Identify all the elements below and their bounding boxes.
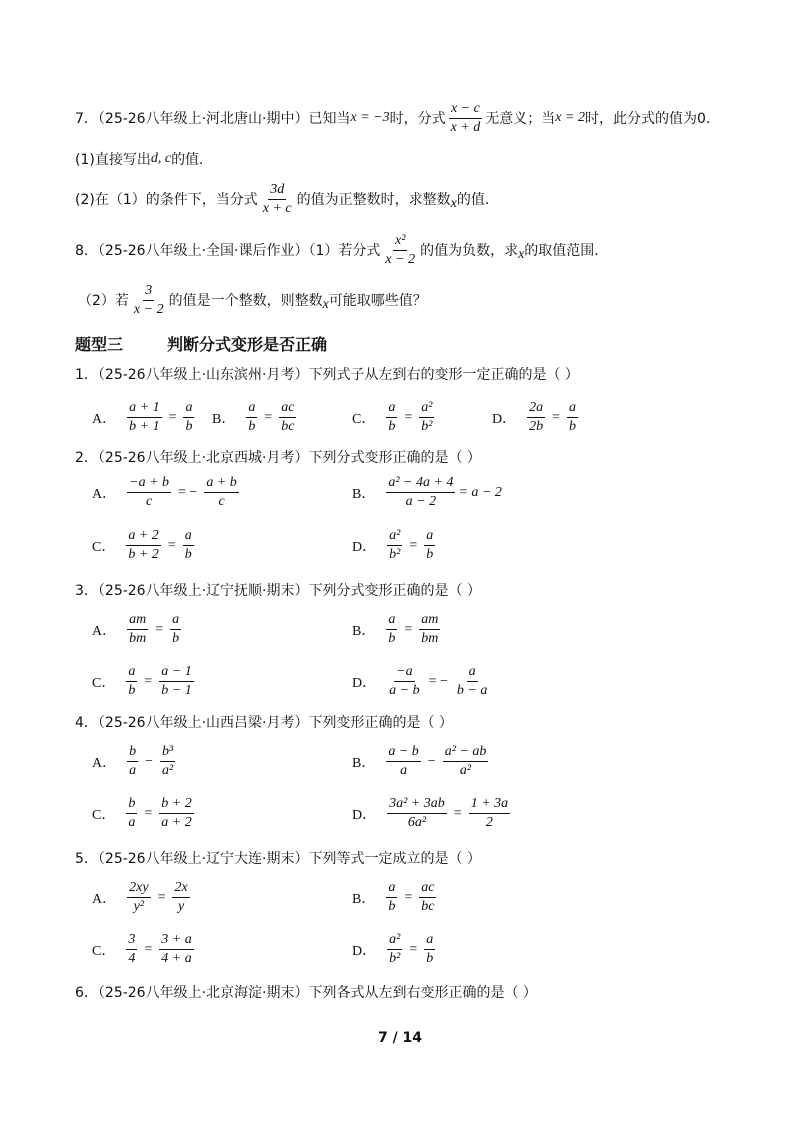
option-right-fraction-numerator: a² <box>419 400 434 418</box>
q8-frac-den: x − 2 <box>385 251 416 267</box>
option-right-fraction-denominator: bc <box>281 419 295 434</box>
option-right-fraction-numerator: am <box>419 612 440 630</box>
mc-question-stem: 1．（25-26八年级上·山东滨州·月考）下列式子从左到右的变形一定正确的是（ ） <box>75 367 579 383</box>
option-right-fraction-numerator: a + b <box>204 475 238 493</box>
q8-x: x <box>518 247 525 262</box>
option-left-fraction <box>387 796 447 831</box>
option-left-fraction-denominator: a <box>400 763 408 778</box>
mc-option[interactable] <box>92 664 197 699</box>
option-right-fraction <box>424 528 435 563</box>
option-right-fraction-denominator: c <box>218 494 225 509</box>
option-left-fraction-denominator: b <box>248 419 256 434</box>
option-left-fraction-numerator: b <box>127 744 138 762</box>
option-left-fraction-numerator: a + 2 <box>126 528 160 546</box>
option-left-fraction-denominator: c <box>145 494 153 509</box>
option-left-fraction-numerator: 2xy <box>127 880 150 898</box>
option-right-fraction <box>469 796 510 831</box>
mc-question-stem: 2．（25-26八年级上·北京西城·月考）下列分式变形正确的是（ ） <box>75 450 481 466</box>
option-label: D． <box>352 539 377 555</box>
option-label: B． <box>352 623 376 639</box>
option-left-fraction-denominator: y² <box>133 899 145 914</box>
q7-condition-2: x = 2 <box>555 110 585 125</box>
q7-part2-x: x <box>450 196 457 211</box>
option-left-fraction-numerator: 3 <box>126 932 137 950</box>
option-label: A． <box>92 486 117 502</box>
q7-condition-1: x = −3 <box>350 110 390 125</box>
mc-option[interactable] <box>92 744 178 779</box>
option-left-fraction-numerator: 3a² + 3ab <box>387 796 447 814</box>
q8-part2-text-c: 可能取哪些值？ <box>328 293 427 309</box>
option-right-fraction <box>443 744 489 779</box>
q8-line <box>75 230 730 270</box>
option-right-fraction-numerator: a² − ab <box>443 744 489 762</box>
option-left-fraction-denominator: b <box>128 683 136 698</box>
option-operator: = <box>168 409 177 425</box>
mc-question-stem: 5．（25-26八年级上·辽宁大连·期末）下列等式一定成立的是（ ） <box>75 851 481 867</box>
option-label: D． <box>492 411 517 427</box>
option-left-fraction-numerator: 2a <box>527 400 545 418</box>
option-right-fraction-numerator: a <box>170 612 181 630</box>
option-left-fraction-denominator: b <box>388 899 396 914</box>
option-right-fraction-denominator: a + 2 <box>161 815 192 830</box>
q7-part2-text: (2)在（1）的条件下，当分式 <box>75 192 258 208</box>
q7-text-d: 时，此分式的值为0. <box>584 111 711 127</box>
option-left-fraction <box>127 612 148 647</box>
option-right-fraction-numerator: 2x <box>172 880 189 898</box>
q7-fraction <box>449 101 483 136</box>
option-right-fraction-denominator: 4 + a <box>161 951 192 966</box>
mc-option[interactable] <box>352 744 491 779</box>
q7-part1-vars: d, c <box>150 151 172 166</box>
option-left-fraction <box>386 880 397 915</box>
option-left-fraction-numerator: a <box>386 400 397 418</box>
option-operator: − <box>145 753 154 769</box>
option-operator: = <box>404 621 413 637</box>
option-label: A． <box>92 623 117 639</box>
option-left-fraction <box>386 612 397 647</box>
mc-question-stem: 6．（25-26八年级上·北京海淀·期末）下列各式从左到右变形正确的是（ ） <box>75 985 537 1001</box>
mc-option[interactable] <box>92 475 242 510</box>
option-left-fraction-numerator: b <box>126 796 137 814</box>
option-operator: = <box>144 805 153 821</box>
option-left-fraction <box>126 796 137 831</box>
option-right-fraction-numerator: a <box>424 932 435 950</box>
option-right-fraction-numerator: a <box>183 528 194 546</box>
option-label: A． <box>92 755 117 771</box>
option-label: A． <box>92 891 117 907</box>
q8-frac-num: x² <box>393 233 407 251</box>
q7-frac-den: x + d <box>450 119 481 135</box>
option-label: C． <box>92 539 116 555</box>
mc-option[interactable] <box>92 612 184 647</box>
option-left-fraction-denominator: b² <box>389 951 401 966</box>
mc-option[interactable] <box>492 400 581 435</box>
option-operator: = <box>144 673 153 689</box>
option-left-fraction <box>127 744 138 779</box>
option-label: C． <box>92 943 116 959</box>
option-operator: − <box>427 753 436 769</box>
q7-part2-text-b: 的值为正整数时，求整数 <box>296 192 451 208</box>
option-left-fraction-denominator: 6a² <box>407 815 427 830</box>
mc-question-stem: 4．（25-26八年级上·山西吕梁·月考）下列变形正确的是（ ） <box>75 715 453 731</box>
option-right-fraction <box>279 400 296 435</box>
option-right-fraction-numerator: a − 1 <box>159 664 193 682</box>
q8-part2 <box>78 280 730 320</box>
option-right-fraction-numerator: a <box>567 400 578 418</box>
option-label: B． <box>212 411 236 427</box>
option-right-fraction <box>160 744 175 779</box>
option-right-fraction-numerator: b + 2 <box>159 796 193 814</box>
option-left-fraction-denominator: a <box>128 815 136 830</box>
option-right-fraction-denominator: a² <box>162 763 174 778</box>
option-right-fraction <box>567 400 578 435</box>
option-left-fraction-denominator: 2b <box>529 419 544 434</box>
option-right-fraction-denominator: b <box>426 547 434 562</box>
option-label: C． <box>92 807 116 823</box>
option-label: D． <box>352 943 377 959</box>
option-right-fraction-denominator: b <box>185 419 193 434</box>
q7-part1-text-b: 的值. <box>171 152 204 168</box>
option-right-fraction-denominator: b <box>569 419 577 434</box>
option-right-fraction-denominator: a² <box>459 763 472 778</box>
mc-question-stem: 3．（25-26八年级上·辽宁抚顺·期末）下列分式变形正确的是（ ） <box>75 583 481 599</box>
option-right-fraction <box>455 664 489 699</box>
q8-fraction <box>383 233 417 268</box>
mc-option[interactable] <box>352 400 437 435</box>
option-right-fraction <box>419 400 434 435</box>
q7-part1 <box>75 148 730 170</box>
q8-text-c: 的取值范围. <box>524 243 599 259</box>
option-left-fraction-numerator: a <box>246 400 257 418</box>
option-operator: = <box>404 889 413 905</box>
option-left-fraction <box>126 932 137 967</box>
option-right-fraction <box>204 475 238 510</box>
option-right-fraction-numerator: a <box>467 664 478 682</box>
option-left-fraction <box>127 880 150 915</box>
page-number: 7 / 14 <box>377 1030 423 1046</box>
q8-part2-text: （2）若 <box>78 293 129 309</box>
mc-option[interactable] <box>352 612 443 647</box>
q8-part2-num: 3 <box>143 283 154 301</box>
option-operator: = <box>167 537 176 553</box>
mc-option[interactable] <box>92 932 197 967</box>
option-operator: = <box>157 889 166 905</box>
section-title: 判断分式变形是否正确 <box>167 335 328 354</box>
q7-frac-num: x − c <box>449 101 482 119</box>
option-right-fraction-numerator: ac <box>419 880 436 898</box>
option-left-fraction <box>387 932 402 967</box>
option-left-fraction-denominator: b <box>388 631 396 646</box>
option-left-fraction-denominator: b <box>388 419 396 434</box>
option-right-fraction <box>159 932 193 967</box>
option-left-fraction <box>127 400 161 435</box>
option-right-fraction-denominator: y <box>177 899 185 914</box>
option-right-fraction-denominator: b − a <box>456 683 488 698</box>
option-left-fraction <box>386 475 455 510</box>
q7-part2 <box>75 180 730 218</box>
option-label: B． <box>352 486 376 502</box>
q7-part2-text-c: 的值. <box>456 192 490 208</box>
option-right-fraction <box>419 612 440 647</box>
option-label: C． <box>352 411 376 427</box>
option-right-fraction-numerator: 1 + 3a <box>469 796 510 814</box>
option-label: B． <box>352 755 376 771</box>
q7-part2-num: 3d <box>268 182 286 200</box>
q7-text: 7．（25-26八年级上·河北唐山·期中）已知当 <box>75 111 351 127</box>
mc-option[interactable] <box>212 400 299 435</box>
option-label: D． <box>352 807 377 823</box>
option-label: B． <box>352 891 376 907</box>
option-right-fraction-numerator: a <box>424 528 435 546</box>
option-operator: = <box>264 409 273 425</box>
option-left-fraction-numerator: a <box>386 612 397 630</box>
option-right-fraction <box>159 664 193 699</box>
q8-part2-x: x <box>322 297 329 312</box>
option-left-fraction <box>127 475 171 510</box>
option-left-fraction-denominator: a − 2 <box>405 494 437 509</box>
option-right-fraction-numerator: ac <box>279 400 296 418</box>
q7-part1-text: (1)直接写出 <box>75 152 151 168</box>
mc-option[interactable] <box>352 664 492 699</box>
option-left-fraction <box>126 528 160 563</box>
option-left-fraction-denominator: b² <box>389 547 401 562</box>
option-left-fraction-numerator: a <box>386 880 397 898</box>
option-label: D． <box>352 675 377 691</box>
option-left-fraction-numerator: −a <box>394 664 414 682</box>
option-label: A． <box>92 411 117 427</box>
option-operator: = <box>155 621 164 637</box>
option-left-fraction <box>386 744 420 779</box>
option-left-fraction-numerator: a² <box>387 528 402 546</box>
option-right-fraction-denominator: 2 <box>485 815 493 830</box>
option-operator: = <box>552 409 561 425</box>
q8-text-b: 的值为负数，求 <box>420 243 519 259</box>
mc-option[interactable] <box>92 528 197 563</box>
option-left-fraction-numerator: a + 1 <box>127 400 161 418</box>
option-right-fraction-numerator: 3 + a <box>159 932 193 950</box>
option-left-fraction <box>126 664 137 699</box>
option-right-fraction-denominator: b² <box>421 419 433 434</box>
q8-part2-text-b: 的值是一个整数，则整数 <box>168 293 323 309</box>
option-left-fraction <box>387 528 402 563</box>
option-right-fraction <box>183 528 194 563</box>
q7-line <box>75 100 730 136</box>
option-right-fraction-denominator: b − 1 <box>161 683 192 698</box>
option-right-fraction-denominator: bc <box>421 899 435 914</box>
option-left-fraction-denominator: 4 <box>128 951 136 966</box>
option-left-fraction-denominator: bm <box>129 631 147 646</box>
mc-option[interactable] <box>92 880 193 915</box>
q7-part2-den: x + c <box>262 200 292 216</box>
option-left-fraction <box>386 400 397 435</box>
option-left-fraction-numerator: am <box>127 612 148 630</box>
option-left-fraction-numerator: a² − 4a + 4 <box>386 475 455 493</box>
option-left-fraction-numerator: a² <box>387 932 402 950</box>
mc-option[interactable] <box>92 400 197 435</box>
option-operator: = <box>453 805 462 821</box>
option-right-expression: = a − 2 <box>458 484 502 500</box>
option-left-fraction <box>246 400 257 435</box>
option-right-fraction-numerator: a <box>183 400 194 418</box>
mc-option[interactable] <box>352 475 502 510</box>
option-right-fraction <box>172 880 189 915</box>
option-right-fraction <box>419 880 436 915</box>
q8-part2-fraction <box>132 283 166 318</box>
q7-part2-fraction <box>261 182 294 217</box>
option-operator: = <box>409 941 418 957</box>
option-right-fraction <box>183 400 194 435</box>
option-right-fraction-denominator: b <box>184 547 192 562</box>
option-left-fraction-numerator: a − b <box>386 744 420 762</box>
section-label: 题型三 <box>75 335 124 354</box>
option-operator: = − <box>178 484 198 500</box>
option-right-fraction-denominator: b <box>426 951 434 966</box>
option-left-fraction-numerator: −a + b <box>127 475 171 493</box>
option-label: C． <box>92 675 116 691</box>
mc-option[interactable] <box>92 796 197 831</box>
option-operator: = − <box>428 673 448 689</box>
option-left-fraction <box>387 664 421 699</box>
option-right-fraction-denominator: b <box>172 631 180 646</box>
option-left-fraction <box>527 400 545 435</box>
mc-option[interactable] <box>352 932 438 967</box>
option-left-fraction-denominator: a <box>129 763 137 778</box>
mc-option[interactable] <box>352 880 439 915</box>
q8-part2-den: x − 2 <box>133 301 164 317</box>
option-left-fraction-denominator: b + 2 <box>128 547 159 562</box>
option-right-fraction-numerator: b³ <box>160 744 175 762</box>
option-right-fraction-denominator: bm <box>421 631 439 646</box>
q7-text-c: 无意义；当 <box>485 111 556 127</box>
q7-text-b: 时，分式 <box>389 111 446 127</box>
option-operator: = <box>409 537 418 553</box>
option-operator: = <box>144 941 153 957</box>
option-left-fraction-numerator: a <box>126 664 137 682</box>
section-heading <box>75 332 327 355</box>
q8-text: 8．（25-26八年级上·全国·课后作业）（1）若分式 <box>75 243 381 259</box>
option-operator: = <box>404 409 413 425</box>
mc-option[interactable] <box>352 796 513 831</box>
option-right-fraction <box>170 612 181 647</box>
option-left-fraction-denominator: b + 1 <box>129 419 160 434</box>
option-left-fraction-denominator: a − b <box>389 683 420 698</box>
option-right-fraction <box>424 932 435 967</box>
mc-option[interactable] <box>352 528 438 563</box>
option-right-fraction <box>159 796 193 831</box>
